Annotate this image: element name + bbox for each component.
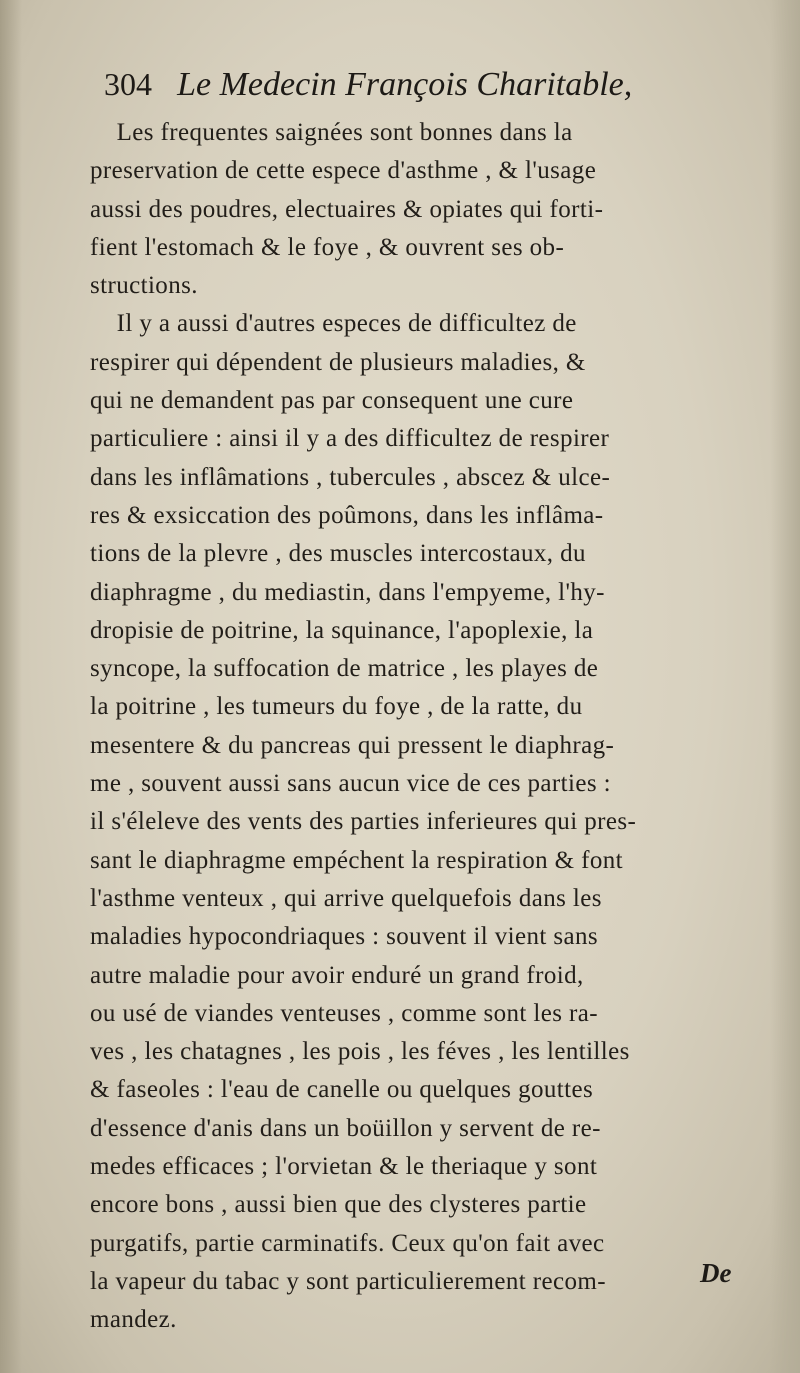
text-line: & faseoles : l'eau de canelle ou quelques gouttes [90,1076,594,1104]
text-line: sant le diaphragme empéchent la respiration & font [90,846,624,874]
text-line: ves , les chatagnes , les pois , les féves , les lentilles [90,1038,630,1066]
text-line: purgatifs, partie carminatifs. Ceux qu'on fait avec [90,1229,605,1257]
page-edge-shadow-left [0,0,22,1373]
text-line: la vapeur du tabac y sont particulierement recom- [90,1267,606,1295]
text-line: preservation de cette espece d'asthme , & l'usage [90,157,597,185]
text-line: dans les inflâmations , tubercules , abscez & ulce- [90,463,611,491]
text-line: respirer qui dépendent de plusieurs maladies, & [90,348,586,376]
text-line: diaphragme , du mediastin, dans l'empyeme, l'hy- [90,578,605,606]
text-line: l'asthme venteux , qui arrive quelquefois dans les [90,884,602,912]
page-number: 304 [104,66,152,102]
text-line: res & exsiccation des poûmons, dans les inflâma- [90,501,604,529]
text-line: me , souvent aussi sans aucun vice de ces parties : [90,770,611,798]
text-line: ou usé de viandes venteuses , comme sont les ra- [90,999,598,1027]
text-line: d'essence d'anis dans un boüillon y servent de re- [90,1114,601,1142]
text-line: Il y a aussi d'autres especes de difficultez de [90,310,577,338]
text-line: syncope, la suffocation de matrice , les playes de [90,655,599,683]
text-line: tions de la plevre , des muscles intercostaux, du [90,540,586,568]
text-line: Les frequentes saignées sont bonnes dans la [90,119,573,146]
text-line: fient l'estomach & le foye , & ouvrent ses ob- [90,233,565,261]
text-line: structions. [90,272,198,300]
text-line: qui ne demandent pas par consequent une cure [90,387,574,415]
text-line: mandez. [90,1306,177,1334]
catchword: De [700,1258,732,1288]
page-header [104,66,744,116]
text-line: particuliere : ainsi il y a des difficultez de respirer [90,425,610,453]
text-line: dropisie de poitrine, la squinance, l'apoplexie, la [90,616,594,644]
running-title: Le Medecin François Charitable, [177,66,633,103]
body-text [90,114,770,1340]
text-line: il s'éleleve des vents des parties inferieures qui pres- [90,808,637,836]
page-edge-shadow-right [770,0,800,1373]
text-line: autre maladie pour avoir enduré un grand froid, [90,961,584,989]
text-line: medes efficaces ; l'orvietan & le theriaque y sont [90,1153,598,1181]
text-line: la poitrine , les tumeurs du foye , de la ratte, du [90,693,583,721]
text-line: encore bons , aussi bien que des clysteres partie [90,1191,587,1219]
text-line: maladies hypocondriaques : souvent il vient sans [90,923,598,951]
text-line: mesentere & du pancreas qui pressent le diaphrag- [90,731,615,759]
text-line: aussi des poudres, electuaires & opiates qui forti- [90,195,604,223]
